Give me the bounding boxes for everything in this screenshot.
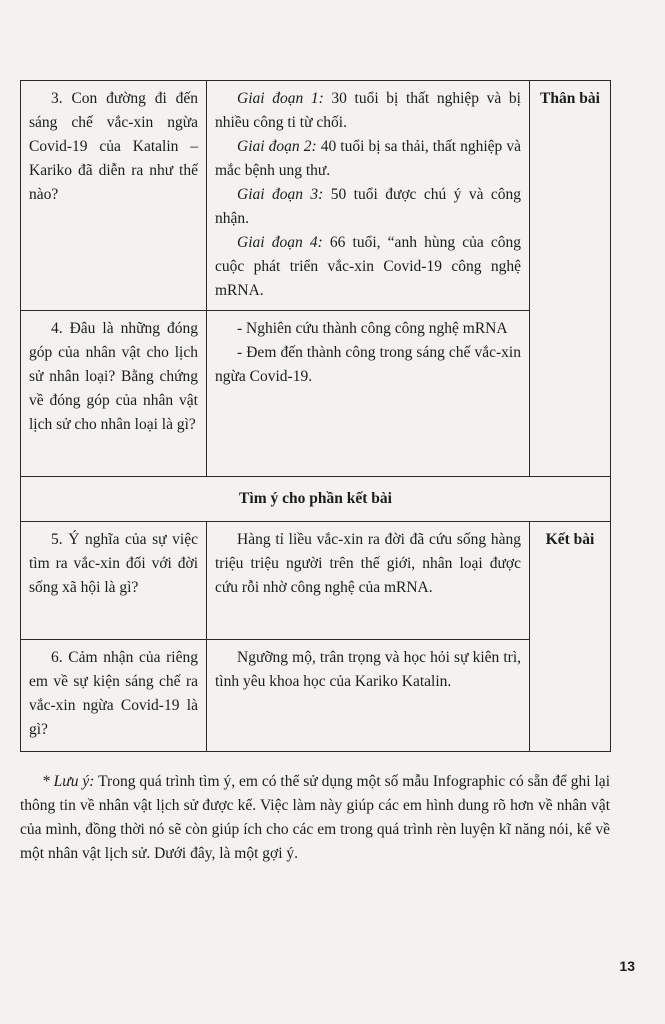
note-label: * Lưu ý: bbox=[42, 773, 95, 790]
outline-table bbox=[20, 80, 611, 752]
table-row bbox=[21, 522, 611, 640]
answer-cell bbox=[207, 81, 530, 311]
question-cell: 4. Đâu là những đóng góp của nhân vật cho lịch sử nhân loại? Bằng chứng về đóng góp của nhân vật lịch sử cho nhân loại là gì? bbox=[21, 311, 207, 477]
page-number: 13 bbox=[619, 958, 635, 974]
stage-1: Giai đoạn 1: 30 tuổi bị thất nghiệp và bị nhiều công ti từ chối. bbox=[215, 90, 521, 131]
answer-text: Hàng tỉ liều vắc-xin ra đời đã cứu sống hàng triệu triệu người trên thế giới, nhân loại được cứu rỗi nhờ công nghệ của mRNA. bbox=[215, 531, 521, 596]
table-row bbox=[21, 81, 611, 311]
table-row bbox=[21, 640, 611, 752]
table-row bbox=[21, 311, 611, 477]
stage-3: Giai đoạn 3: 50 tuổi được chú ý và công nhận. bbox=[215, 186, 521, 227]
stage-4: Giai đoạn 4: 66 tuổi, “anh hùng của công cuộc phát triển vắc-xin Covid-19 công nghệ mRNA. bbox=[215, 234, 522, 299]
section-heading-row bbox=[21, 477, 611, 522]
answer-text: Ngưỡng mộ, trân trọng và học hỏi sự kiên trì, tình yêu khoa học của Kariko Katalin. bbox=[215, 649, 521, 690]
section-heading: Tìm ý cho phần kết bài bbox=[21, 477, 611, 522]
answer-cell bbox=[207, 522, 530, 640]
part-label-body: Thân bài bbox=[530, 81, 611, 477]
question-cell: 6. Cảm nhận của riêng em về sự kiện sáng chế ra vắc-xin ngừa Covid-19 là gì? bbox=[21, 640, 207, 752]
part-label-conclusion: Kết bài bbox=[530, 522, 611, 752]
answer-cell bbox=[207, 640, 530, 752]
stage-2: Giai đoạn 2: 40 tuổi bị sa thải, thất nghiệp và mắc bệnh ung thư. bbox=[215, 138, 521, 179]
answer-line: - Nghiên cứu thành công công nghệ mRNA bbox=[237, 320, 508, 337]
question-cell: 5. Ý nghĩa của sự việc tìm ra vắc-xin đối với đời sống xã hội là gì? bbox=[21, 522, 207, 640]
answer-cell bbox=[207, 311, 530, 477]
answer-line: - Đem đến thành công trong sáng chế vắc-xin ngừa Covid-19. bbox=[215, 344, 521, 385]
note-text: Trong quá trình tìm ý, em có thể sử dụng một số mẫu Infographic có sẵn để ghi lại thông tin về nhân vật lịch sử được kể. Việc làm này giúp các em hình dung rõ hơn về nhân vật của mình, đồng thời nó sẽ còn giúp ích cho các em trong quá trình rèn luyện kĩ năng nói, kể về một nhân vật lịch sử. Dưới đây, là một gợi ý. bbox=[20, 773, 610, 862]
question-cell: 3. Con đường đi đến sáng chế vắc-xin ngừa Covid-19 của Katalin – Kariko đã diễn ra như thế nào? bbox=[21, 81, 207, 311]
note-paragraph bbox=[20, 770, 610, 866]
